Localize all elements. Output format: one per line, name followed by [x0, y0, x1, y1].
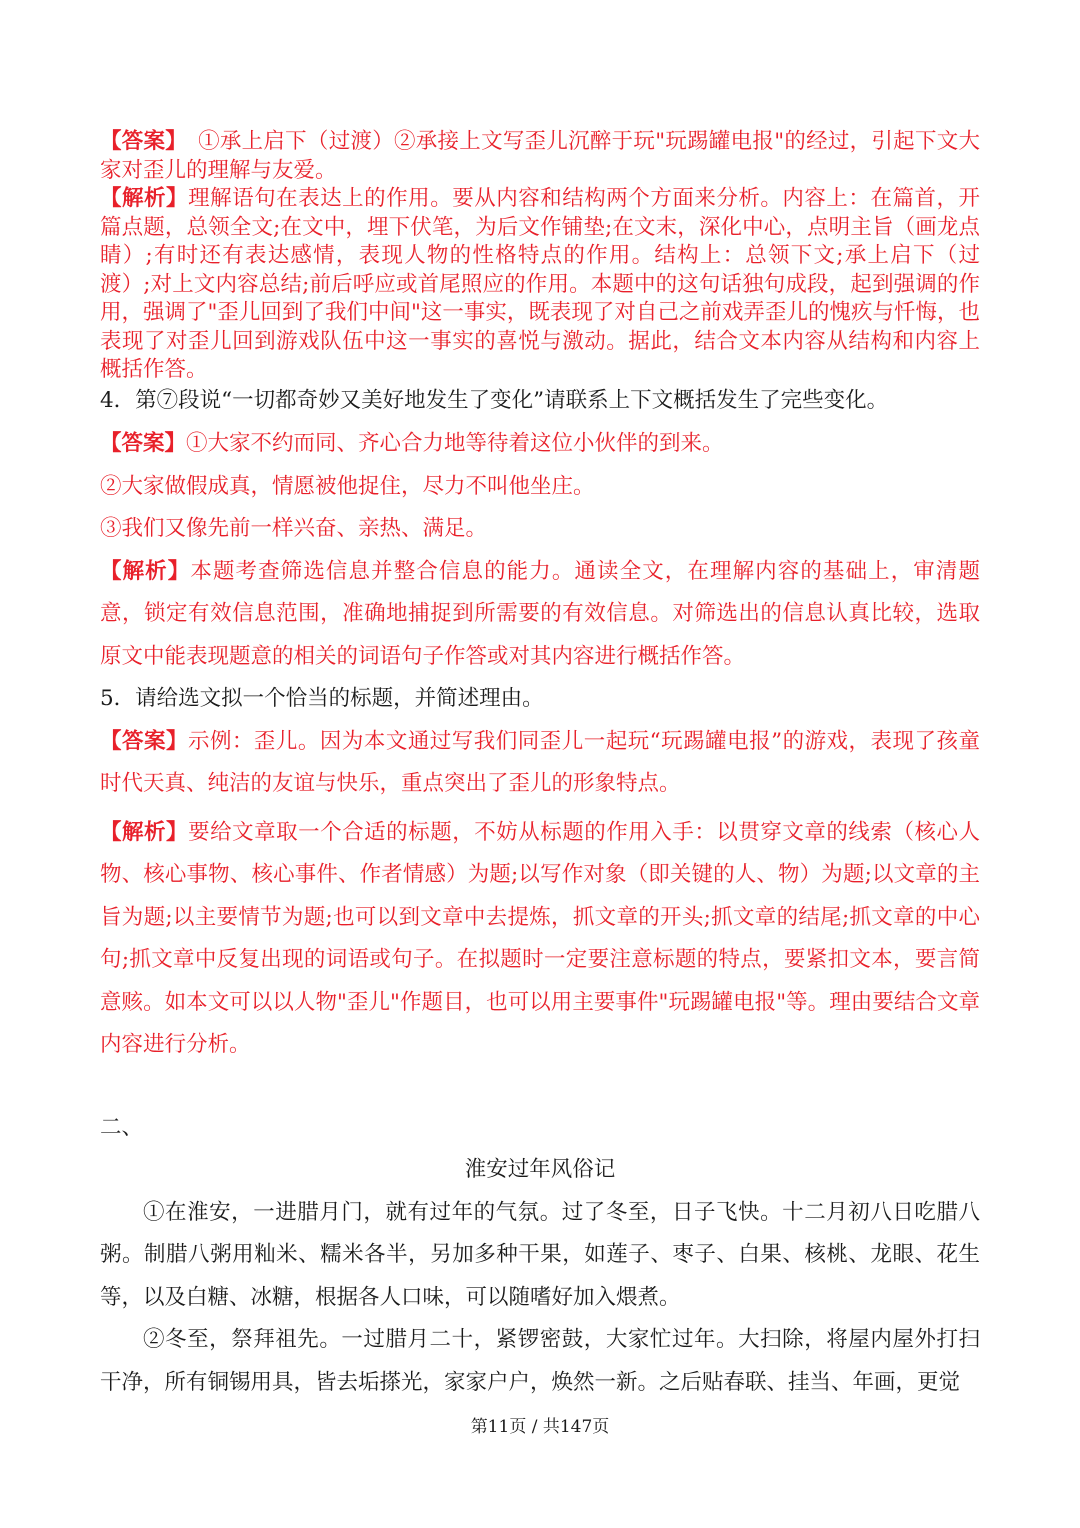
answer-tag: 【答案】	[100, 129, 177, 154]
answer-text: ①承上启下（过渡）②承接上文写歪儿沉醉于玩"玩踢罐电报"的经过，引起下文大家对歪儿的理解与友爱。	[100, 129, 980, 183]
analysis-tag: 【解析】	[100, 186, 189, 211]
q5-question: 5．请给选文拟一个恰当的标题，并简述理由。	[100, 686, 544, 711]
q4-question: 4．第⑦段说“一切都奇妙又美好地发生了变化”请联系上下文概括发生了完些变化。	[100, 387, 889, 413]
q4-answer-line3: ③我们又像先前一样兴奋、亲热、满足。	[100, 516, 488, 541]
answer-tag: 【答案】	[100, 728, 188, 754]
article-title: 淮安过年风俗记	[464, 1157, 616, 1182]
q5-answer	[100, 721, 980, 806]
q3-analysis	[100, 185, 980, 385]
analysis-tag: 【解析】	[100, 558, 191, 584]
answer-text: 示例：歪儿。因为本文通过写我们同歪儿一起玩“玩踢罐电报”的游戏，表现了孩童时代天真、纯洁的友谊与快乐，重点突出了歪儿的形象特点。	[100, 728, 980, 796]
q5-analysis	[100, 812, 980, 1067]
article-paragraph-1: ①在淮安，一进腊月门，就有过年的气氛。过了冬至，日子飞快。十二月初八日吃腊八粥。制腊八粥用籼米、糯米各半，另加多种干果，如莲子、枣子、白果、核桃、龙眼、花生等，以及白糖、冰糖，根据各人口味，可以随嗜好加入煨煮。	[100, 1199, 980, 1310]
page-content	[100, 128, 980, 1404]
page-footer: 第11页 / 共147页	[470, 1417, 610, 1437]
answer-tag: 【答案】	[100, 431, 187, 456]
analysis-text: 本题考查筛选信息并整合信息的能力。通读全文，在理解内容的基础上，审清题意，锁定有效信息范围，准确地捕捉到所需要的有效信息。对筛选出的信息认真比较，选取原文中能表现题意的相关的词语句子作答或对其内容进行概括作答。	[100, 558, 980, 669]
q4-analysis	[100, 551, 980, 679]
answer-line1: ①大家不约而同、齐心合力地等待着这位小伙伴的到来。	[186, 431, 724, 456]
analysis-text: 要给文章取一个合适的标题，不妨从标题的作用入手：以贯穿文章的线索（核心人物、核心事物、核心事件、作者情感）为题;以写作对象（即关键的人、物）为题;以文章的主旨为题;以主要情节为题;也可以到文章中去提炼，抓文章的开头;抓文章的结尾;抓文章的中心句;抓文章中反复出现的词语或句子。在拟题时一定要注意标题的特点，要紧扣文本，要言简意赅。如本文可以以人物"歪儿"作题目，也可以用主要事件"玩踢罐电报"等。理由要结合文章内容进行分析。	[100, 819, 980, 1057]
q4-answer-line2: ②大家做假成真，情愿被他捉住，尽力不叫他坐庄。	[100, 473, 595, 499]
analysis-tag: 【解析】	[100, 819, 189, 845]
analysis-text: 理解语句在表达上的作用。要从内容和结构两个方面来分析。内容上：在篇首，开篇点题，总领全文;在文中，埋下伏笔，为后文作铺垫;在文末，深化中心，点明主旨（画龙点睛）;有时还有表达感情，表现人物的性格特点的作用。结构上：总领下文;承上启下（过渡）;对上文内容总结;前后呼应或首尾照应的作用。本题中的这句话独句成段，起到强调的作用，强调了"歪儿回到了我们中间"这一事实，既表现了对自己之前戏弄歪儿的愧疚与忏悔，也表现了对歪儿回到游戏队伍中这一事实的喜悦与激动。据此，结合文本内容从结构和内容上概括作答。	[100, 186, 980, 382]
article-paragraph-2: ②冬至，祭拜祖先。一过腊月二十，紧锣密鼓，大家忙过年。大扫除，将屋内屋外打扫干净，所有铜锡用具，皆去垢搽光，家家户户，焕然一新。之后贴春联、挂当、年画，更觉	[100, 1327, 980, 1395]
q4-answer-line1	[100, 423, 980, 466]
q3-answer	[100, 128, 980, 185]
section-number: 二、	[100, 1114, 144, 1140]
